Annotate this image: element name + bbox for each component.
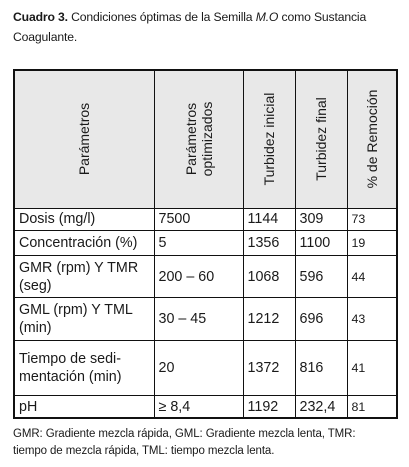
cell-turbidez-final: 816 [295,341,347,396]
cell-optimizado: 200 – 60 [154,256,243,298]
header-optimizados-line1: Parámetros [182,103,199,176]
footnote-line2: tiempo de mezcla rápida, TML: tiempo mezcla lenta. [13,445,275,457]
header-parametros-optimizados [154,70,243,208]
cell-remocion: 41 [347,341,397,396]
caption-text-italic: M.O [255,10,279,24]
header-remocion [347,70,397,208]
parametro-line2: (min) [19,320,52,337]
cell-parametro [14,396,154,418]
cell-remocion: 19 [347,230,397,255]
table-row [14,341,397,396]
cell-turbidez-final: 232,4 [295,396,347,418]
table-row [14,230,397,255]
cell-remocion: 73 [347,208,397,230]
cell-optimizado: 5 [154,230,243,255]
cell-turbidez-inicial: 1068 [243,256,295,298]
cell-optimizado: 7500 [154,208,243,230]
cell-remocion: 81 [347,396,397,418]
header-remocion-text: % de Remoción [363,89,380,189]
table-footnote [13,426,403,460]
caption-label: Cuadro 3. [13,10,68,24]
cell-turbidez-inicial: 1192 [243,396,295,418]
cell-turbidez-inicial: 1372 [243,341,295,396]
caption-text-after: como Sustancia Coagulante. [13,10,367,44]
cell-turbidez-final: 1100 [295,230,347,255]
table-row [14,208,397,230]
table-row [14,256,397,298]
parametro-line2: (seg) [19,277,52,294]
cell-turbidez-inicial: 1212 [243,298,295,341]
optimal-conditions-table [13,69,398,419]
table-row [14,396,397,418]
cell-parametro [14,230,154,255]
cell-turbidez-inicial: 1144 [243,208,295,230]
cell-turbidez-final: 309 [295,208,347,230]
table-row [14,298,397,341]
parametro-line1: GML (rpm) Y TML [19,302,133,319]
header-parametros-text: Parámetros [76,103,93,176]
header-turbidez-final [295,70,347,208]
cell-parametro [14,256,154,298]
parametro-line1: Tiempo de sedi- [19,351,121,368]
cell-optimizado: ≥ 8,4 [154,396,243,418]
cell-remocion: 43 [347,298,397,341]
cell-optimizado: 30 – 45 [154,298,243,341]
cell-turbidez-final: 696 [295,298,347,341]
parametro-line2: mentación (min) [19,369,122,386]
table-header [14,70,397,208]
cell-parametro [14,208,154,230]
cell-parametro [14,298,154,341]
parametro-line1: Dosis (mg/l) [19,211,96,228]
header-row [14,70,397,208]
cell-remocion: 44 [347,256,397,298]
table-caption [13,7,398,47]
caption-text-before: Condiciones óptimas de la Semilla [67,10,256,24]
cell-turbidez-inicial: 1356 [243,230,295,255]
header-turbidez-inicial-text: Turbidez inicial [261,92,277,186]
parametro-line1: pH [19,398,38,415]
parametro-line1: GMR (rpm) Y TMR [19,259,139,276]
header-turbidez-final-text: Turbidez final [313,97,329,182]
parametro-line1: Concentración (%) [19,235,138,252]
table-body [14,208,397,418]
cell-turbidez-final: 596 [295,256,347,298]
cell-optimizado: 20 [154,341,243,396]
header-turbidez-inicial [243,70,295,208]
footnote-line1: GMR: Gradiente mezcla rápida, GML: Gradiente mezcla lenta, TMR: [13,428,356,440]
header-optimizados-line2: optimizados [198,101,215,177]
cell-parametro [14,341,154,396]
header-parametros [14,70,154,208]
